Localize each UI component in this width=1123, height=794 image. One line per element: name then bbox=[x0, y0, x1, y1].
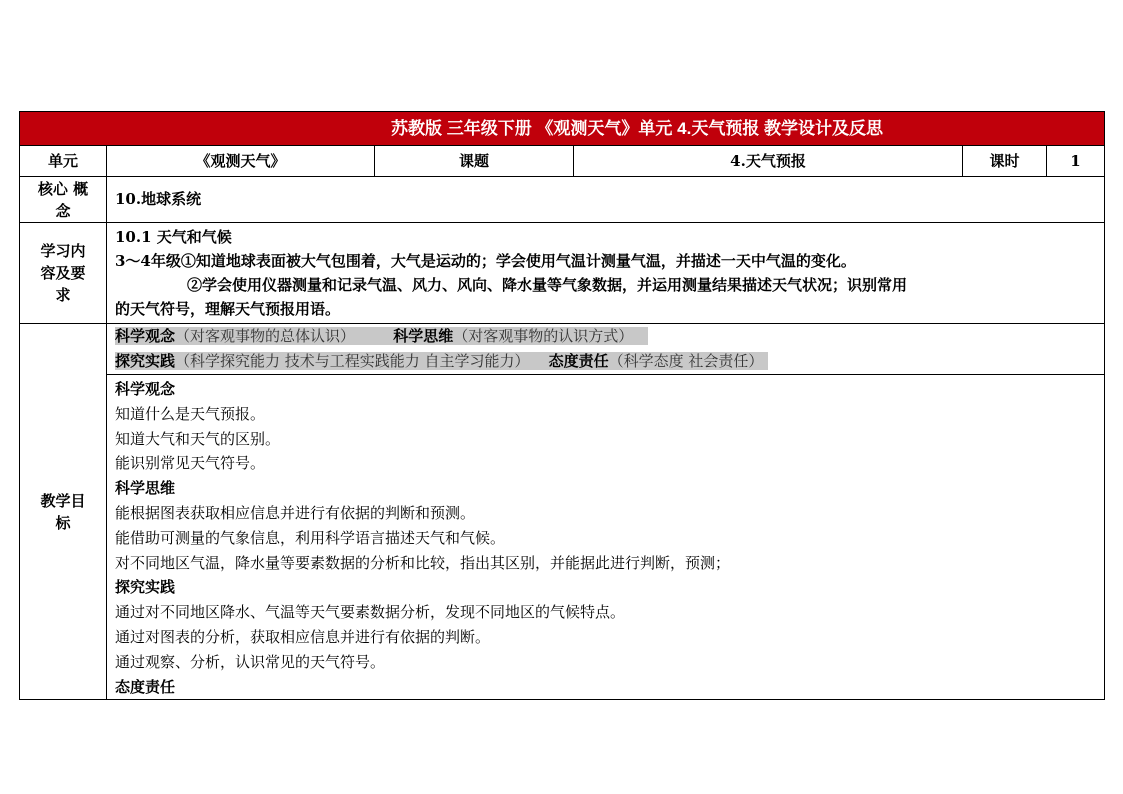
document-title-cell bbox=[20, 112, 1105, 146]
learning-label: 学习内容及要求 bbox=[20, 223, 107, 324]
period-value: 1 bbox=[1047, 146, 1105, 177]
learning-row bbox=[20, 223, 1105, 324]
learning-line-2: 3～4年级①知道地球表面被大气包围着，大气是运动的；学会使用气温计测量气温，并描述一天中气温的变化。 bbox=[115, 252, 856, 270]
learning-line-4: 的天气符号，理解天气预报用语。 bbox=[115, 300, 341, 318]
document-title: 苏教版 三年级下册 《观测天气》单元 4.天气预报 教学设计及反思 bbox=[390, 119, 884, 138]
goal-item: 能识别常见天气符号。 bbox=[115, 454, 266, 473]
goals-row bbox=[20, 324, 1105, 700]
goal-item: 知道大气和天气的区别。 bbox=[115, 429, 281, 448]
goals-content bbox=[107, 324, 1105, 700]
category-title-1: 科学观念 bbox=[115, 327, 176, 345]
learning-content bbox=[107, 223, 1105, 324]
learning-line-3: ②学会使用仪器测量和记录气温、风力、风向、降水量等气象数据，并运用测量结果描述天气状况；识别常用 bbox=[187, 276, 908, 294]
goal-item: 通过观察、分析，认识常见的天气符号。 bbox=[115, 652, 386, 671]
goal-item: 能根据图表获取相应信息并进行有依据的判断和预测。 bbox=[115, 503, 476, 522]
lesson-plan-table bbox=[19, 111, 1105, 700]
goals-list bbox=[107, 375, 1104, 699]
goal-item: 知道什么是天气预报。 bbox=[115, 404, 266, 423]
category-title-3: 探究实践 bbox=[115, 352, 176, 370]
category-title-2: 科学思维 bbox=[393, 327, 454, 345]
category-block-2 bbox=[115, 352, 768, 370]
core-concept-value: 10.地球系统 bbox=[107, 177, 1105, 223]
lesson-plan-document bbox=[19, 111, 1104, 700]
core-concept-row bbox=[20, 177, 1105, 223]
goal-item: 通过对不同地区降水、气温等天气要素数据分析，发现不同地区的气候特点。 bbox=[115, 603, 626, 622]
lesson-value: 4.天气预报 bbox=[574, 146, 963, 177]
goal-heading: 科学思维 bbox=[115, 479, 176, 498]
category-desc-2: （对客观事物的认识方式） bbox=[453, 327, 634, 345]
category-title-4: 态度责任 bbox=[548, 352, 609, 370]
category-desc-4: （科学态度 社会责任） bbox=[608, 352, 764, 370]
lesson-label: 课题 bbox=[375, 146, 574, 177]
goal-item: 能借助可测量的气象信息，利用科学语言描述天气和气候。 bbox=[115, 528, 506, 547]
header-row bbox=[20, 146, 1105, 177]
learning-line-1: 10.1 天气和气候 bbox=[115, 228, 232, 246]
title-row bbox=[20, 112, 1105, 146]
category-desc-1: （对客观事物的总体认识） bbox=[175, 327, 356, 345]
unit-label: 单元 bbox=[20, 146, 107, 177]
goal-item: 对不同地区气温，降水量等要素数据的分析和比较，指出其区别，并能据此进行判断，预测； bbox=[115, 553, 731, 572]
category-desc-3: （科学探究能力 技术与工程实践能力 自主学习能力） bbox=[175, 352, 530, 370]
goal-heading: 探究实践 bbox=[115, 578, 176, 597]
goal-heading: 态度责任 bbox=[115, 677, 176, 696]
unit-value: 《观测天气》 bbox=[107, 146, 375, 177]
goal-heading: 科学观念 bbox=[115, 380, 176, 398]
goals-label: 教学目标 bbox=[20, 324, 107, 700]
period-label: 课时 bbox=[963, 146, 1047, 177]
goal-item: 通过对图表的分析，获取相应信息并进行有依据的判断。 bbox=[115, 627, 491, 646]
goal-category-line-1 bbox=[115, 324, 1104, 349]
goal-categories bbox=[107, 324, 1104, 375]
core-concept-label: 核心 概念 bbox=[20, 177, 107, 223]
goal-category-line-2 bbox=[115, 349, 1104, 374]
category-block-1 bbox=[115, 327, 648, 345]
